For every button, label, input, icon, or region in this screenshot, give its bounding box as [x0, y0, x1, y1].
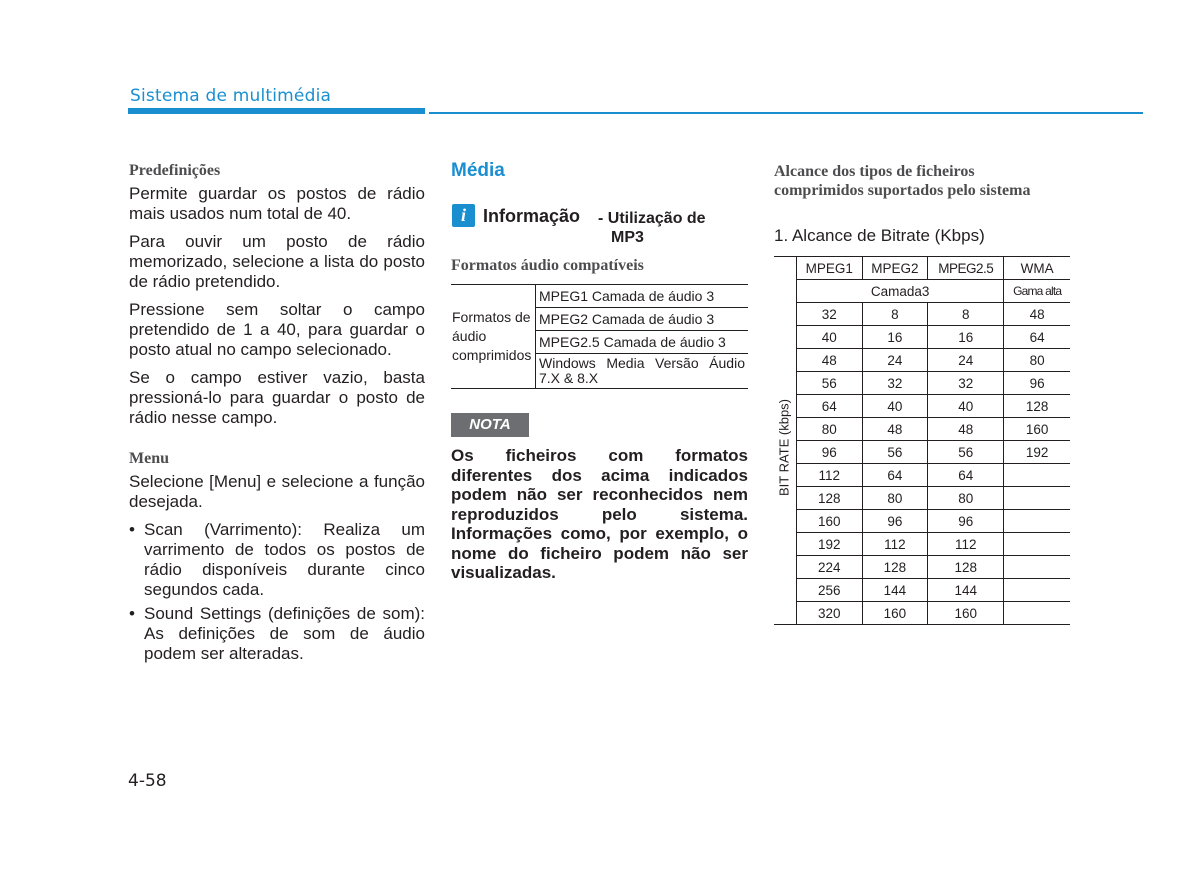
column-header: MPEG2.5 [928, 257, 1004, 280]
table-cell: 160 [1004, 418, 1070, 441]
table-cell: 64 [862, 464, 928, 487]
column-header: MPEG2 [862, 257, 928, 280]
table-cell: 8 [862, 303, 928, 326]
presets-paragraph: Para ouvir um posto de rádio memorizado, selecione a lista do posto de rádio pretendido. [129, 232, 425, 291]
info-subtitle-line1: - Utilização de [598, 210, 706, 227]
column-header: WMA [1004, 257, 1070, 280]
table-cell: 128 [928, 556, 1004, 579]
table-cell: 32 [928, 372, 1004, 395]
formats-table [451, 284, 748, 389]
table-row [774, 533, 1070, 556]
table-row [774, 418, 1070, 441]
list-item [129, 604, 425, 664]
table-cell: 128 [862, 556, 928, 579]
table-row [774, 303, 1070, 326]
table-cell: 144 [862, 579, 928, 602]
presets-paragraph: Permite guardar os postos de rádio mais usados num total de 40. [129, 184, 425, 223]
table-cell: 224 [797, 556, 863, 579]
table-row [774, 510, 1070, 533]
table-cell: 8 [928, 303, 1004, 326]
table-row [774, 579, 1070, 602]
table-cell: 64 [1004, 326, 1070, 349]
table-cell [1004, 602, 1070, 625]
table-header-row [774, 257, 1070, 280]
table-cell [1004, 487, 1070, 510]
table-cell: 32 [797, 303, 863, 326]
table-row [774, 349, 1070, 372]
menu-heading: Menu [129, 450, 169, 467]
table-row [774, 556, 1070, 579]
table-cell [1004, 579, 1070, 602]
presets-paragraph: Pressione sem soltar o campo pretendido de 1 a 40, para guardar o posto atual no campo selecionado. [129, 300, 425, 359]
table-cell: 144 [928, 579, 1004, 602]
table-cell: 96 [928, 510, 1004, 533]
table-cell: 48 [797, 349, 863, 372]
menu-paragraph: Selecione [Menu] e selecione a função desejada. [129, 472, 425, 511]
table-row [451, 285, 748, 308]
header-rule [429, 112, 1143, 114]
info-icon: i [452, 204, 475, 227]
table-cell: 96 [797, 441, 863, 464]
table-cell [1004, 464, 1070, 487]
table-cell: 160 [797, 510, 863, 533]
table-cell: 24 [928, 349, 1004, 372]
table-cell: 112 [862, 533, 928, 556]
table-cell: 80 [797, 418, 863, 441]
format-cell: MPEG2 Camada de áudio 3 [536, 308, 749, 331]
info-subtitle-line2: MP3 [611, 229, 644, 246]
table-cell: 64 [797, 395, 863, 418]
section-title: Sistema de multimédia [130, 86, 332, 106]
table-cell: 160 [862, 602, 928, 625]
column-header: MPEG1 [797, 257, 863, 280]
table-cell [1004, 510, 1070, 533]
table-cell: 40 [862, 395, 928, 418]
table-row [774, 602, 1070, 625]
table-cell: 40 [928, 395, 1004, 418]
table-row [774, 280, 1070, 303]
table-row [774, 487, 1070, 510]
list-item-text: Sound Settings (definições de som): As definições de som de áudio podem ser alteradas. [144, 604, 425, 663]
table-cell: 128 [797, 487, 863, 510]
table-cell: 112 [797, 464, 863, 487]
column-presets-menu [129, 162, 425, 668]
table-cell: 192 [1004, 441, 1070, 464]
table-cell: 64 [928, 464, 1004, 487]
table-cell: 24 [862, 349, 928, 372]
table-cell: 16 [862, 326, 928, 349]
note-text: Os ficheiros com formatos diferentes dos acima indicados podem não ser reconhecidos nem reproduzidos pelo sistema. Informações como, por exemplo, o nome do ficheiro podem não ser visualizadas. [451, 446, 748, 582]
bullet-icon: • [129, 604, 135, 623]
table-cell: 128 [1004, 395, 1070, 418]
table-cell: 56 [797, 372, 863, 395]
format-cell: MPEG1 Camada de áudio 3 [536, 285, 749, 308]
formats-heading: Formatos áudio compatíveis [451, 257, 644, 274]
table-row [774, 395, 1070, 418]
layer-label: Camada3 [797, 280, 1004, 303]
info-subtitle [598, 209, 706, 247]
bitrate-title: 1. Alcance de Bitrate (Kbps) [774, 226, 985, 245]
presets-heading: Predefinições [129, 162, 221, 179]
table-cell [1004, 556, 1070, 579]
header-accent-bar [128, 108, 425, 114]
table-cell: 80 [1004, 349, 1070, 372]
table-cell: 32 [862, 372, 928, 395]
table-row [774, 464, 1070, 487]
table-cell: 320 [797, 602, 863, 625]
bitrate-section-heading: Alcance dos tipos de ficheiros comprimidos suportados pelo sistema [774, 163, 1031, 199]
format-cell: Windows Media Versão Áudio 7.X & 8.X [536, 354, 749, 389]
list-item-text: Scan (Varrimento): Realiza um varrimento de todos os postos de rádio disponíveis durante cinco segundos cada. [144, 520, 425, 599]
table-row [774, 441, 1070, 464]
table-cell: 56 [928, 441, 1004, 464]
table-cell: 112 [928, 533, 1004, 556]
table-cell: 256 [797, 579, 863, 602]
table-cell: 96 [1004, 372, 1070, 395]
table-row [774, 326, 1070, 349]
table-cell: 40 [797, 326, 863, 349]
table-cell: 48 [862, 418, 928, 441]
presets-paragraph: Se o campo estiver vazio, basta pressioná-lo para guardar o posto de rádio nesse campo. [129, 368, 425, 427]
bullet-icon: • [129, 520, 135, 539]
media-heading: Média [451, 160, 505, 181]
list-item [129, 520, 425, 600]
bitrate-axis-label: BIT RATE (kbps) [776, 398, 792, 497]
page-number: 4-58 [128, 771, 167, 791]
table-cell: 160 [928, 602, 1004, 625]
table-cell: 48 [1004, 303, 1070, 326]
info-title: Informação [483, 206, 581, 226]
formats-row-label: Formatos de áudio comprimidos [451, 285, 536, 389]
table-cell: 56 [862, 441, 928, 464]
table-cell: 48 [928, 418, 1004, 441]
table-row [774, 372, 1070, 395]
table-cell: 96 [862, 510, 928, 533]
format-cell: MPEG2.5 Camada de áudio 3 [536, 331, 749, 354]
table-cell: 80 [862, 487, 928, 510]
table-cell: 192 [797, 533, 863, 556]
high-range-label: Gama alta [1004, 280, 1070, 303]
bitrate-table [774, 256, 1070, 625]
table-cell [1004, 533, 1070, 556]
note-badge: NOTA [451, 413, 529, 437]
table-cell: 16 [928, 326, 1004, 349]
table-cell: 80 [928, 487, 1004, 510]
